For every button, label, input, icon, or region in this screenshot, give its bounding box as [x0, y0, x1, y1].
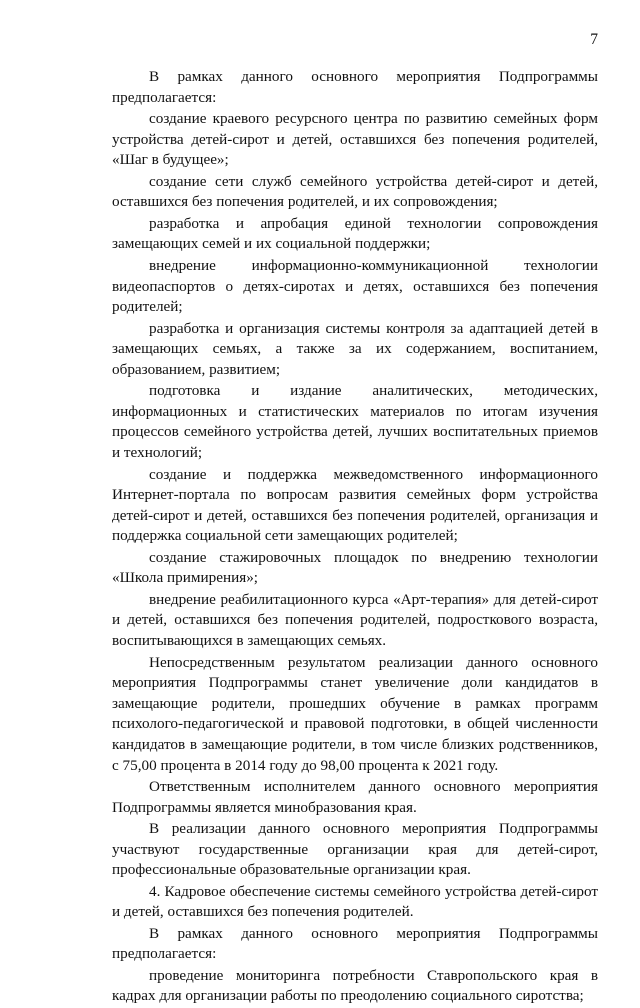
paragraph: Непосредственным результатом реализации данного основного мероприятия Подпрограммы станет увеличение доли кандидатов в замещающие родители, прошедших обучение в рамках программ психолого-педагогической и правовой подготовки, в общей численности кандидатов в замещающие родители, в том числе близких родственников, с 75,00 процента в 2014 году до 98,00 процента к 2021 году. — [112, 653, 598, 774]
page-number: 7 — [590, 31, 598, 48]
paragraph: разработка и организация системы контроля за адаптацией детей в замещающих семьях, а также за их содержанием, воспитанием, образованием, развитием; — [112, 319, 598, 378]
paragraph: В рамках данного основного мероприятия Подпрограммы предполагается: — [112, 68, 598, 106]
paragraph: создание и поддержка межведомственного информационного Интернет-портала по вопросам развития семейных форм устройства детей-сирот и детей, оставшихся без попечения родителей, организация и поддержка социальной сети замещающих родителей; — [112, 465, 598, 545]
paragraph: создание сети служб семейного устройства детей-сирот и детей, оставшихся без попечения родителей, и их сопровождения; — [112, 172, 598, 211]
paragraph: разработка и апробация единой технологии сопровождения замещающих семей и их социальной поддержки; — [112, 214, 598, 253]
paragraph: создание стажировочных площадок по внедрению технологии «Школа примирения»; — [112, 548, 598, 587]
paragraph: В реализации данного основного мероприятия Подпрограммы участвуют государственные организации края для детей-сирот, профессиональные образовательные организации края. — [112, 820, 598, 879]
paragraph: В рамках данного основного мероприятия Подпрограммы предполагается: — [112, 924, 598, 963]
paragraph: Ответственным исполнителем данного основного мероприятия Подпрограммы является минобразования края. — [112, 777, 598, 816]
paragraph: создание краевого ресурсного центра по развитию семейных форм устройства детей-сирот и детей, оставшихся без попечения родителей, «Шаг в будущее»; — [112, 110, 598, 169]
paragraph: проведение мониторинга потребности Ставропольского края в кадрах для организации работы по преодолению социального сиротства; — [112, 966, 598, 1005]
paragraph: внедрение реабилитационного курса «Арт-терапия» для детей-сирот и детей, оставшихся без попечения родителей, подросткового возраста, воспитывающихся в замещающих семьях. — [112, 590, 598, 650]
paragraph: подготовка и издание аналитических, методических, информационных и статистических материалов по итогам изучения процессов семейного устройства детей, лучших воспитательных приемов и технологий; — [112, 382, 598, 462]
document-body — [112, 67, 598, 1008]
paragraph: внедрение информационно-коммуникационной технологии видеопаспортов о детях-сиротах и детях, оставшихся без попечения родителей; — [112, 256, 598, 316]
section-heading: 4. Кадровое обеспечение системы семейного устройства детей-сирот и детей, оставшихся без попечения родителей. — [112, 882, 598, 921]
